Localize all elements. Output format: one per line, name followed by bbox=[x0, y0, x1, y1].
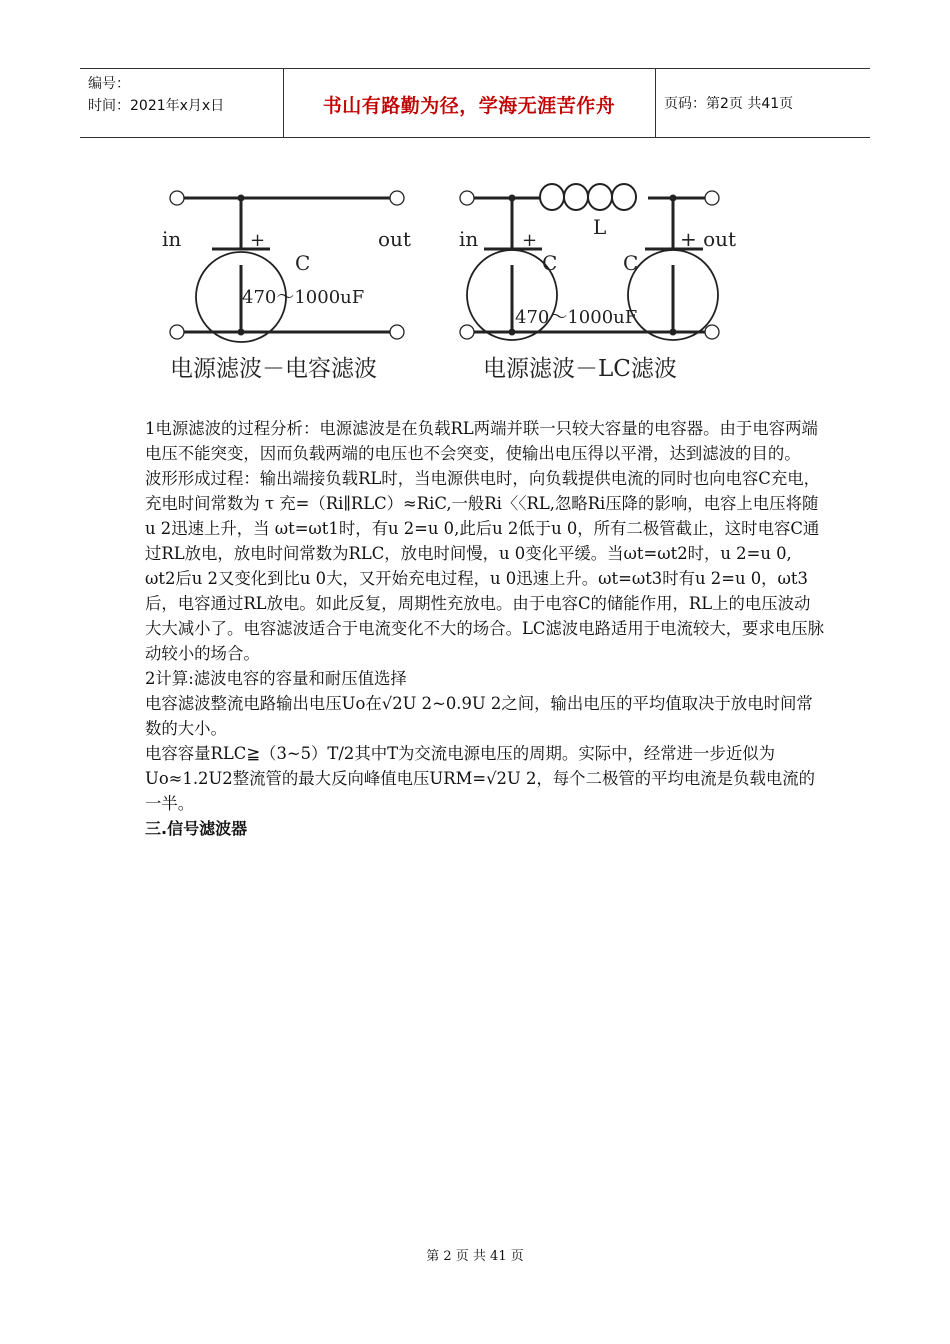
terminal-in-bottom bbox=[170, 325, 184, 339]
label-in: in bbox=[459, 227, 479, 251]
inductor-coil bbox=[540, 184, 636, 210]
label-capacitance: 470～1000uF bbox=[242, 287, 365, 308]
header-divider bbox=[655, 69, 656, 137]
label-capacitor: C bbox=[542, 251, 558, 275]
label-plus: + bbox=[250, 230, 266, 251]
header-page-info: 页码：第2页 共41页 bbox=[664, 96, 794, 112]
section-heading: 三.信号滤波器 bbox=[145, 819, 248, 838]
paragraph: 电容容量RLC≧（3~5）T/2其中T为交流电源电压的周期。实际中，经常进一步近似为Uo≈1.2U2整流管的最大反向峰值电压URM=√2U 2，每个二极管的平均电流是负载电流的一半。 bbox=[145, 744, 816, 813]
label-capacitor: C bbox=[623, 251, 639, 275]
label-out: out bbox=[378, 227, 411, 251]
terminal-out-bottom bbox=[390, 325, 404, 339]
paragraph: 2计算:滤波电容的容量和耐压值选择 bbox=[145, 669, 407, 688]
label-plus-out: + out bbox=[680, 227, 737, 251]
label-capacitor: C bbox=[295, 251, 311, 275]
label-inductor: L bbox=[593, 215, 607, 239]
paragraph: 电容滤波整流电路输出电压Uo在√2U 2~0.9U 2之间，输出电压的平均值取决于放电时间常数的大小。 bbox=[145, 694, 813, 738]
header-left bbox=[88, 73, 224, 117]
filter-circuit-figure bbox=[150, 170, 737, 390]
date-line: 时间：2021年x月x日 bbox=[88, 98, 225, 114]
label-capacitance: 470～1000uF bbox=[515, 307, 638, 328]
page-footer: 第 2 页 共 41 页 bbox=[426, 1249, 524, 1264]
terminal-out-top bbox=[390, 191, 404, 205]
paragraph: 波形形成过程：输出端接负载RL时，当电源供电时，向负载提供电流的同时也向电容C充电，充电时间常数为 τ 充=（Ri∥RLC）≈RiC,一般Ri〈〈RL,忽略Ri压降的影响，电容上电压将随u 2迅速上升，当 ωt=ωt1时，有u 2=u 0,此后u 2低于u 0，所有二极管截止，这时电容C通过RL放电，放电时间常数为RLC，放电时间慢，u 0变化平缓。当ωt=ωt2时，u 2=u 0, ωt2后u 2又变化到比u 0大，又开始充电过程，u 0迅速上升。ωt=ωt3时有u 2=u 0，ωt3后，电容通过RL放电。如此反复，周期性充放电。由于电容C的储能作用，RL上的电压波动大大减小了。电容滤波适合于电流变化不大的场合。LC滤波电路适用于电流较大，要求电压脉动较小的场合。 bbox=[145, 469, 825, 663]
paragraph: 1电源滤波的过程分析：电源滤波是在负载RL两端并联一只较大容量的电容器。由于电容两端电压不能突变，因而负载两端的电压也不会突变，使输出电压得以平滑，达到滤波的目的。 bbox=[145, 419, 818, 463]
caption-lc-filter: 电源滤波－LC滤波 bbox=[483, 356, 677, 382]
document-body bbox=[145, 416, 825, 841]
terminal-in-top bbox=[170, 191, 184, 205]
serial-label: 编号： bbox=[88, 76, 130, 92]
label-plus: + bbox=[522, 230, 538, 251]
page-header bbox=[80, 68, 870, 138]
caption-capacitor-filter: 电源滤波－电容滤波 bbox=[170, 356, 377, 382]
header-motto: 书山有路勤为径，学海无涯苦作舟 bbox=[322, 95, 616, 117]
label-in: in bbox=[162, 227, 182, 251]
